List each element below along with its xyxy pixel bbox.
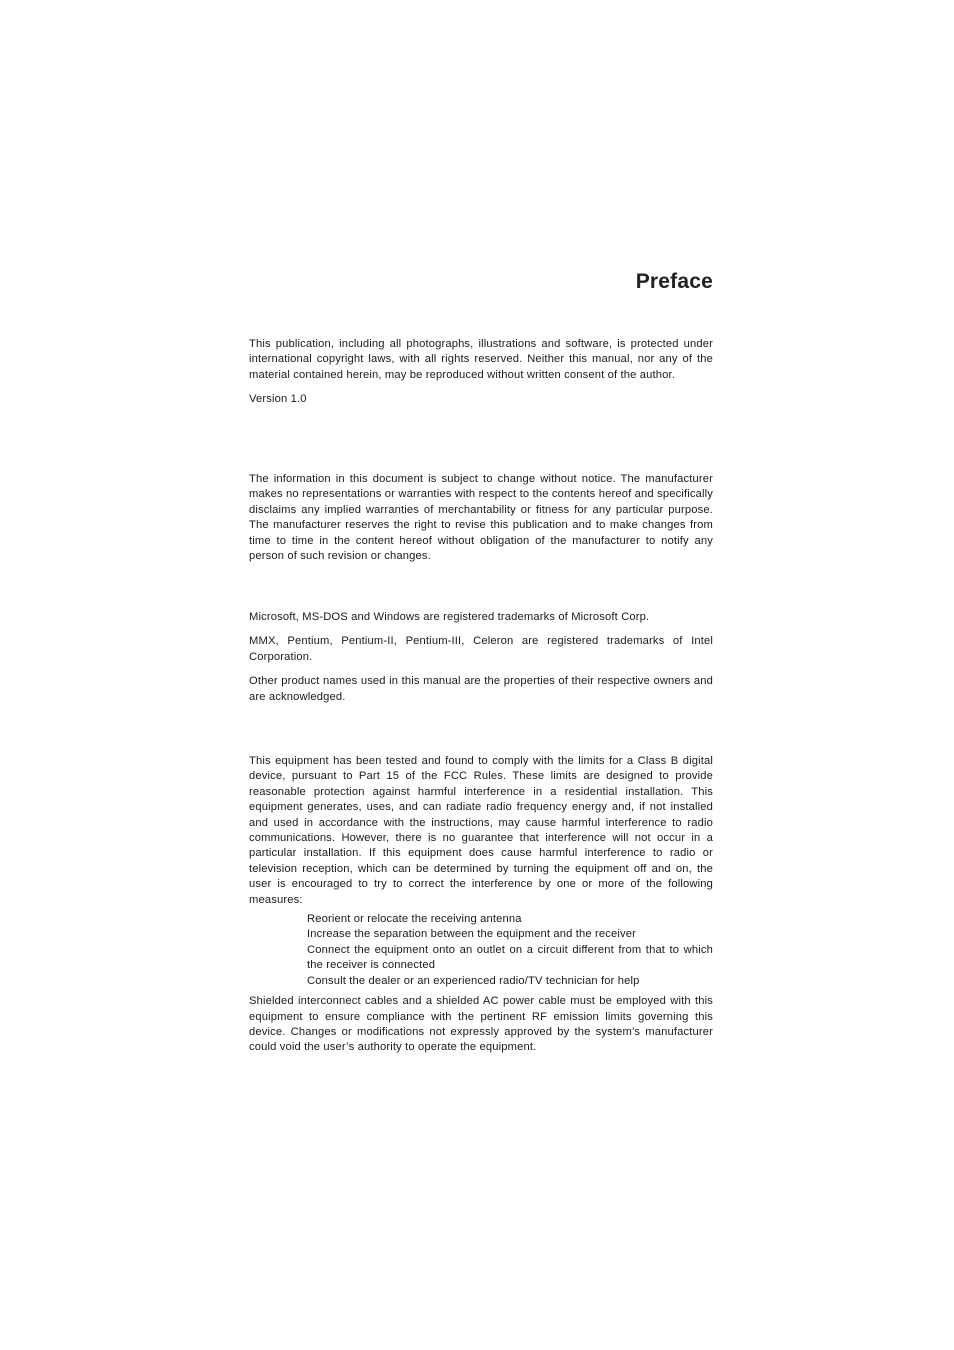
list-item: Connect the equipment onto an outlet on a circuit different from that to which the receiver is connected [307,943,713,972]
list-item: Reorient or relocate the receiving antenna [307,913,522,926]
version-label: Version 1.0 [249,393,307,406]
trademark-intel: MMX, Pentium, Pentium-II, Pentium-III, Celeron are registered trademarks of Intel Corporation. [249,635,713,663]
fcc-shielding-paragraph: Shielded interconnect cables and a shielded AC power cable must be employed with this equipment to ensure compliance with the pertinent RF emission limits governing this device. Changes or modifications not expressly approved by the system’s manufacturer could void the user’s authority to operate the equipment. [249,995,713,1054]
disclaimer-paragraph: The information in this document is subject to change without notice. The manufacturer makes no representations or warranties with respect to the contents hereof and specifically disclaims any implied warranties of merchantability or fitness for any particular purpose. The manufacturer reserves the right to revise this publication and to make changes from time to time in the content hereof without obligation of the manufacturer to notify any person of such revision or changes. [249,473,713,563]
fcc-paragraph: This equipment has been tested and found to comply with the limits for a Class B digital device, pursuant to Part 15 of the FCC Rules. These limits are designed to provide reasonable protection against harmful interference in a residential installation. This equipment generates, uses, and can radiate radio frequency energy and, if not installed and used in accordance with the instructions, may cause harmful interference to radio communications. However, there is no guarantee that interference will not occur in a particular installation. If this equipment does cause harmful interference to radio or television reception, which can be determined by turning the equipment off and on, the user is encouraged to try to correct the interference by one or more of the following measures: [249,755,713,906]
disclaimer-section [249,472,713,573]
copyright-section [249,337,713,417]
trademarks-section [249,610,713,714]
trademark-microsoft: Microsoft, MS-DOS and Windows are registered trademarks of Microsoft Corp. [249,611,650,623]
fcc-measures-list [307,912,713,989]
page-title: Preface [635,270,713,293]
list-item: Increase the separation between the equipment and the receiver [307,928,636,941]
list-item: Consult the dealer or an experienced radio/TV technician for help [307,974,640,987]
copyright-paragraph: This publication, including all photographs, illustrations and software, is protected under international copyright laws, with all rights reserved. Neither this manual, nor any of the material contained herein, may be reproduced without written consent of the author. [249,338,713,381]
trademark-other: Other product names used in this manual are the properties of their respective owners and are acknowledged. [249,675,713,703]
fcc-section [249,754,713,1065]
